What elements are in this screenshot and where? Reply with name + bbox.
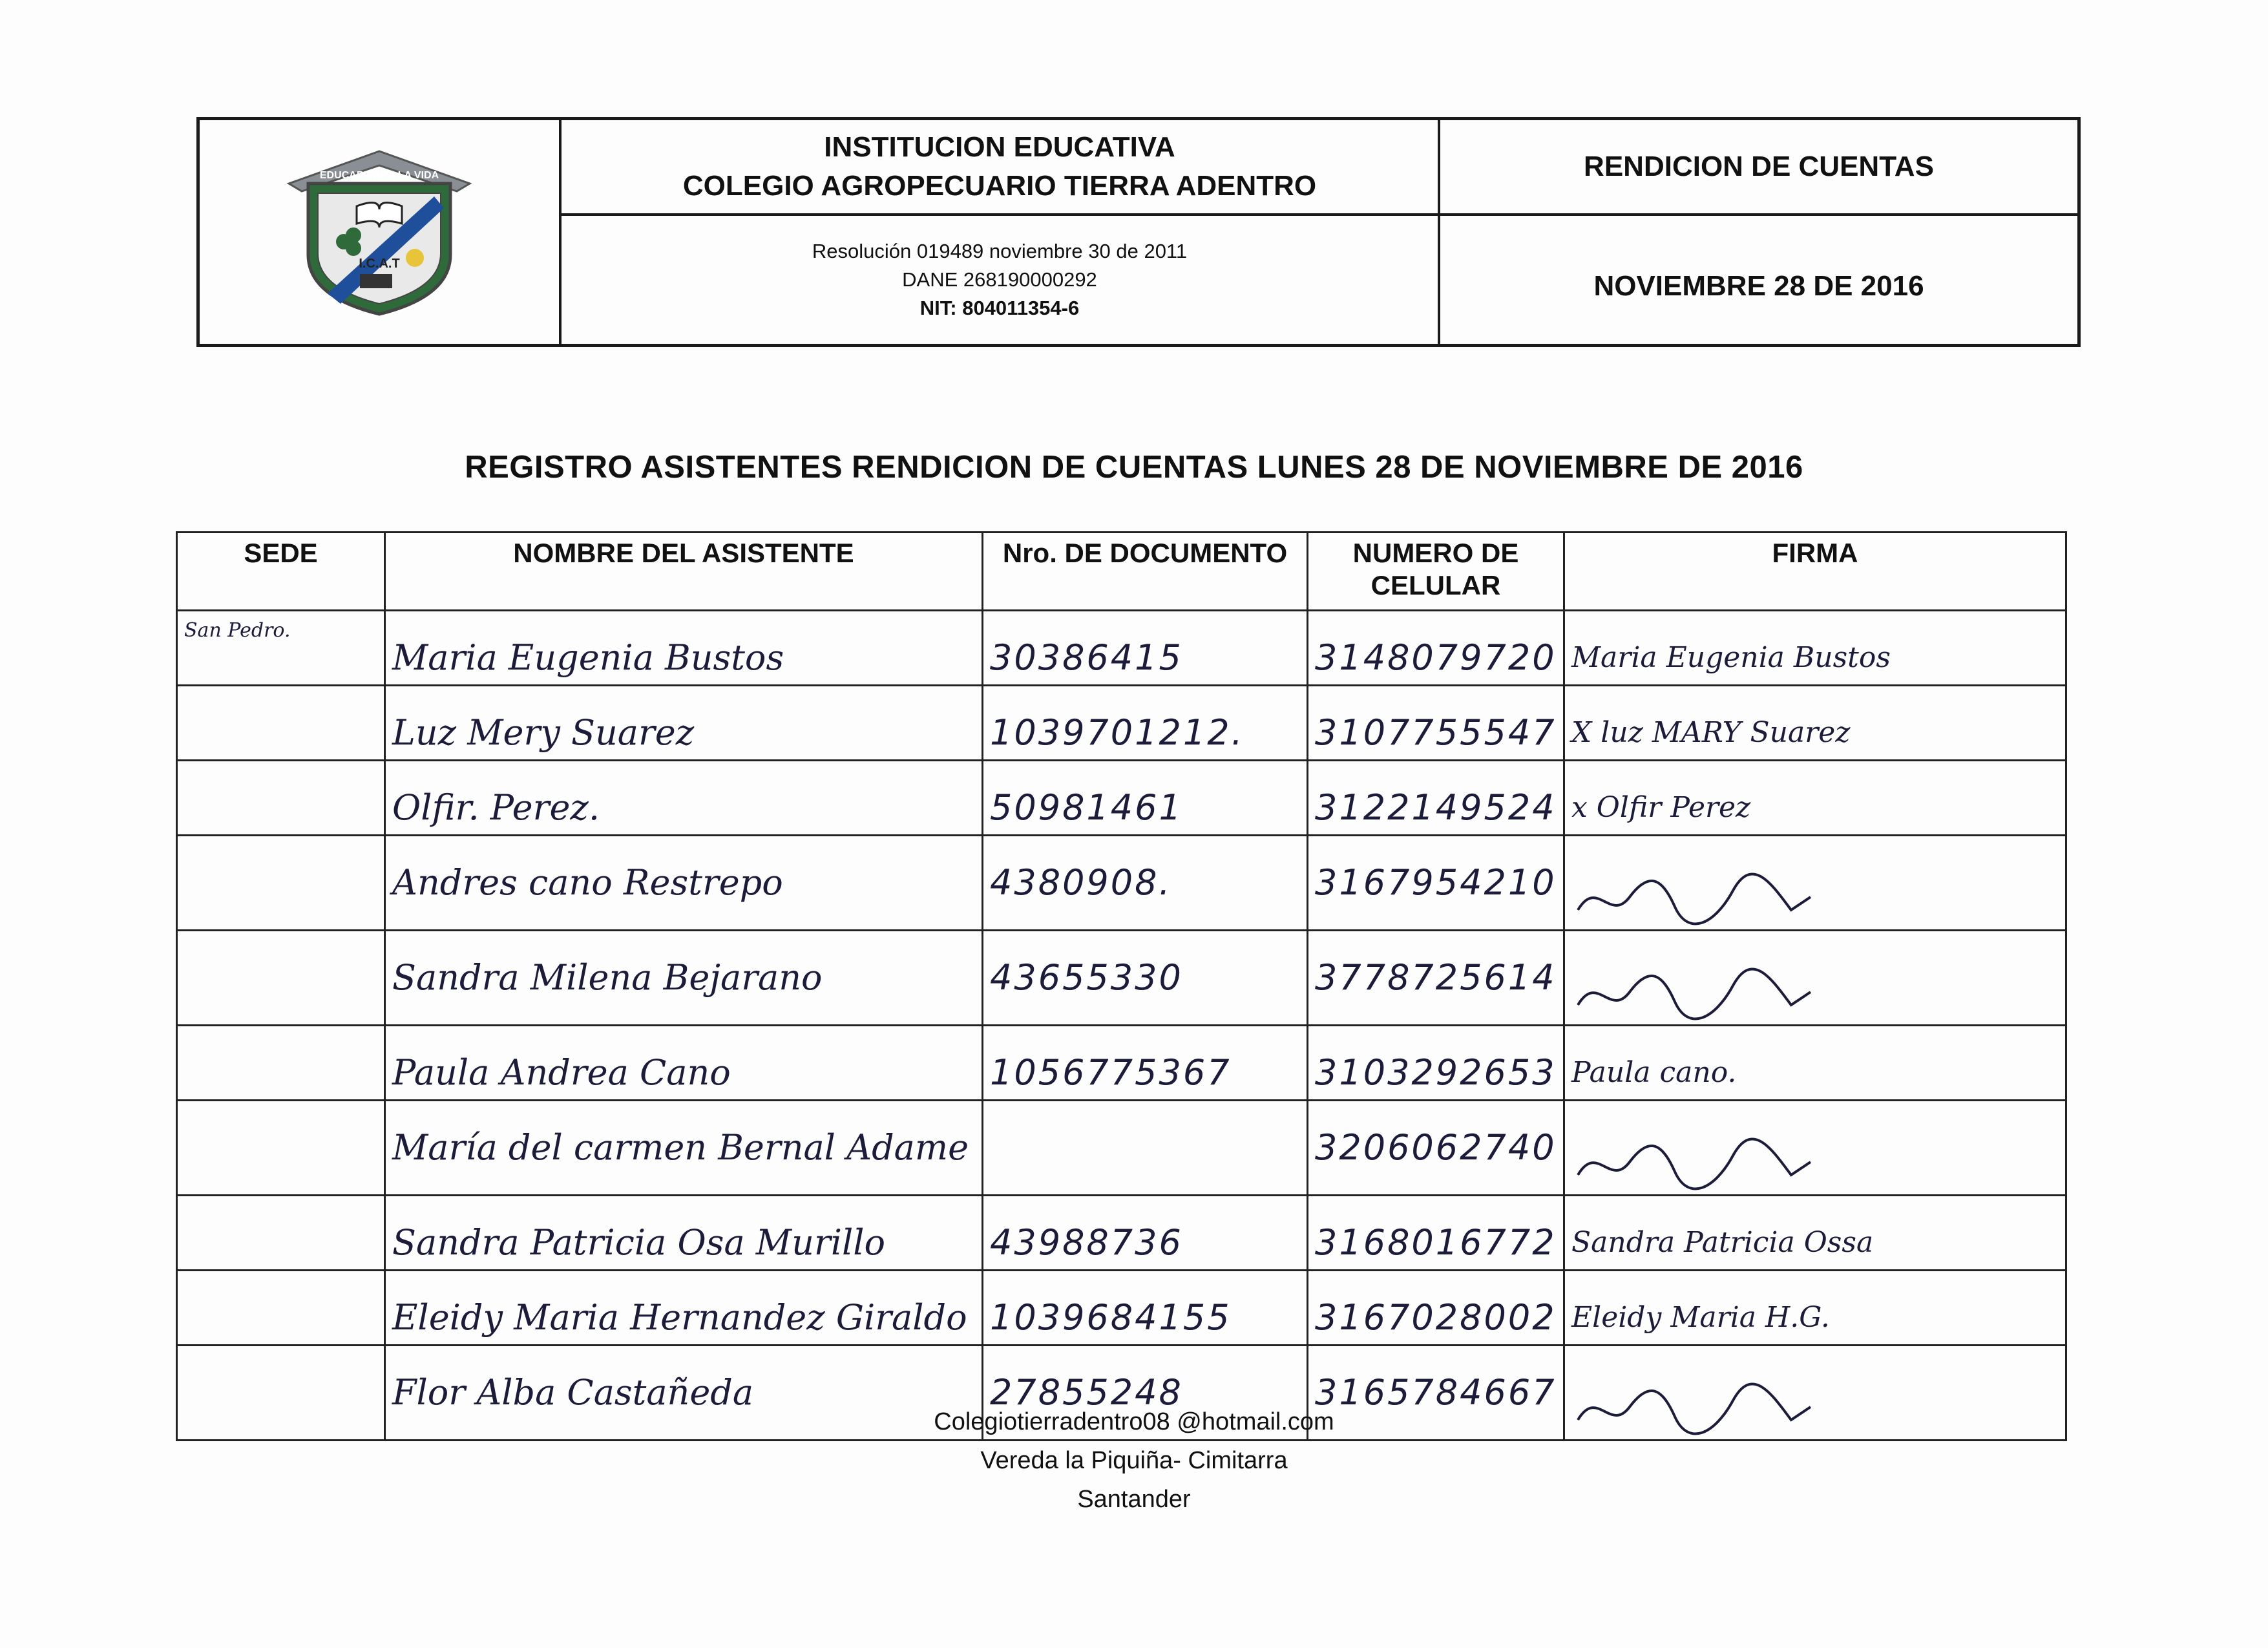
signature-cell [1564,1101,2066,1196]
table-row [177,611,2066,686]
cellphone-text: 3778725614 [1315,957,1557,998]
attendee-name-cell [385,1196,983,1271]
signature-cell [1564,1271,2066,1346]
handwritten-signature [1571,966,1817,1024]
attendee-name-text: Sandra Patricia Osa Murillo [392,1222,886,1263]
document-number-text: 4380908. [990,862,1172,903]
col-header-sede: SEDE [177,533,385,611]
signature-cell [1564,836,2066,931]
signature-cell [1564,611,2066,686]
signature-text [1571,836,2059,866]
signature-text [1571,931,2059,961]
sede-text [184,761,377,769]
logo-motto: EDUCAR PARA LA VIDA [319,170,439,181]
cellphone-cell [1308,686,1564,761]
cellphone-text: 3168016772 [1315,1222,1557,1263]
sede-text: San Pedro. [184,619,291,642]
nit-text: NIT: 804011354-6 [919,297,1080,319]
cellphone-text: 3148079720 [1315,637,1557,678]
table-row [177,931,2066,1026]
signature-text [1571,1346,2059,1376]
table-header-row [177,533,2066,611]
attendee-name-text: Andres cano Restrepo [392,862,783,903]
document-number-text: 43988736 [990,1222,1183,1263]
document-number-cell [983,611,1308,686]
cellphone-text: 3122149524 [1315,787,1557,828]
signature-text: Paula cano. [1571,1056,1737,1089]
document-number-text [990,1101,1300,1127]
attendee-name-cell [385,931,983,1026]
cellphone-text: 3103292653 [1315,1052,1557,1093]
report-date: NOVIEMBRE 28 DE 2016 [1593,270,1924,302]
handwritten-signature [1571,1136,1817,1194]
cellphone-cell [1308,931,1564,1026]
signature-text: X luz MARY Suarez [1571,716,1851,749]
document-number-cell [983,1196,1308,1271]
table-row [177,1196,2066,1271]
attendee-name-text: Flor Alba Castañeda [392,1372,754,1413]
col-header-firma: FIRMA [1564,533,2066,611]
signature-text [1571,1101,2059,1131]
attendee-name-cell [385,1026,983,1101]
cellphone-cell [1308,1101,1564,1196]
institution-line2: COLEGIO AGROPECUARIO TIERRA ADENTRO [682,170,1317,202]
logo-initials: I.C.A.T [359,257,400,271]
attendee-name-text: Maria Eugenia Bustos [392,637,784,678]
signature-text: Maria Eugenia Bustos [1571,641,1891,674]
footer-address: Vereda la Piquiña- Cimitarra [980,1447,1288,1474]
table-row [177,1026,2066,1101]
signature-text: Eleidy Maria H.G. [1571,1301,1830,1334]
cellphone-text: 3107755547 [1315,712,1557,753]
attendance-table [176,531,2067,1441]
sede-text [184,686,377,694]
logo-cell [200,120,562,344]
document-number-cell [983,1101,1308,1196]
attendee-name-cell [385,836,983,931]
school-logo [282,145,476,319]
table-row [177,686,2066,761]
document-number-cell [983,1271,1308,1346]
cellphone-cell [1308,761,1564,836]
attendee-name-text: María del carmen Bernal Adame [392,1127,969,1168]
sede-text [184,1026,377,1034]
sede-cell [177,931,385,1026]
col-header-celular: NUMERO DE CELULAR [1308,533,1564,611]
document-number-text: 1056775367 [990,1052,1232,1093]
document-number-text: 27855248 [990,1372,1183,1413]
cellphone-cell [1308,1026,1564,1101]
document-number-cell [983,931,1308,1026]
attendee-name-cell [385,611,983,686]
footer-region: Santander [1077,1486,1191,1513]
document-number-cell [983,761,1308,836]
col-header-nombre: NOMBRE DEL ASISTENTE [385,533,983,611]
signature-cell [1564,1196,2066,1271]
cellphone-cell [1308,836,1564,931]
cellphone-text: 3167028002 [1315,1297,1557,1338]
institution-details [562,216,1440,344]
sede-text [184,1271,377,1279]
sede-text [184,1346,377,1354]
sede-cell [177,1271,385,1346]
sede-text [184,836,377,844]
document-number-text: 30386415 [990,637,1183,678]
cellphone-cell [1308,1271,1564,1346]
signature-cell [1564,931,2066,1026]
cellphone-text: 3165784667 [1315,1372,1557,1413]
institution-cell [562,120,1440,216]
dane-text: DANE 268190000292 [902,268,1097,291]
attendee-name-text: Sandra Milena Bejarano [392,957,823,998]
attendee-name-text: Paula Andrea Cano [392,1052,731,1093]
signature-cell [1564,761,2066,836]
sede-cell [177,1026,385,1101]
document-number-text: 1039701212. [990,712,1244,753]
signature-cell [1564,686,2066,761]
document-number-cell [983,1026,1308,1101]
footer-email: Colegiotierradentro08 @hotmail.com [934,1408,1334,1435]
document-number-cell [983,836,1308,931]
cellphone-text: 3167954210 [1315,862,1557,903]
sede-text [184,1196,377,1204]
footer [0,1402,2268,1519]
sede-cell [177,836,385,931]
sede-cell [177,1196,385,1271]
sede-cell [177,761,385,836]
attendee-name-cell [385,761,983,836]
sede-cell [177,1101,385,1196]
document-number-text: 1039684155 [990,1297,1232,1338]
cellphone-cell [1308,1196,1564,1271]
document-title: REGISTRO ASISTENTES RENDICION DE CUENTAS LUNES 28 DE NOVIEMBRE DE 2016 [465,450,1803,485]
cellphone-text: 3206062740 [1315,1127,1557,1168]
signature-text: x Olfir Perez [1571,791,1751,824]
header-box [196,117,2081,347]
table-row [177,1271,2066,1346]
document-number-text: 43655330 [990,957,1183,998]
attendee-name-cell [385,686,983,761]
handwritten-signature [1571,871,1817,929]
document-number-cell [983,686,1308,761]
col-header-documento: Nro. DE DOCUMENTO [983,533,1308,611]
attendee-name-text: Luz Mery Suarez [392,712,695,753]
attendee-name-text: Eleidy Maria Hernandez Giraldo [392,1297,967,1338]
institution-line1: INSTITUCION EDUCATIVA [824,131,1175,163]
report-type: RENDICION DE CUENTAS [1440,120,2077,216]
signature-cell [1564,1026,2066,1101]
table-row [177,1101,2066,1196]
resolution-text: Resolución 019489 noviembre 30 de 2011 [812,240,1188,262]
table-row [177,836,2066,931]
attendee-name-cell [385,1271,983,1346]
document-number-text: 50981461 [990,787,1183,828]
table-row [177,761,2066,836]
sede-cell [177,686,385,761]
cellphone-cell [1308,611,1564,686]
sede-text [184,931,377,939]
signature-text: Sandra Patricia Ossa [1571,1226,1874,1259]
attendee-name-cell [385,1101,983,1196]
sede-text [184,1101,377,1109]
sede-cell [177,611,385,686]
attendee-name-text: Olfir. Perez. [392,787,600,828]
